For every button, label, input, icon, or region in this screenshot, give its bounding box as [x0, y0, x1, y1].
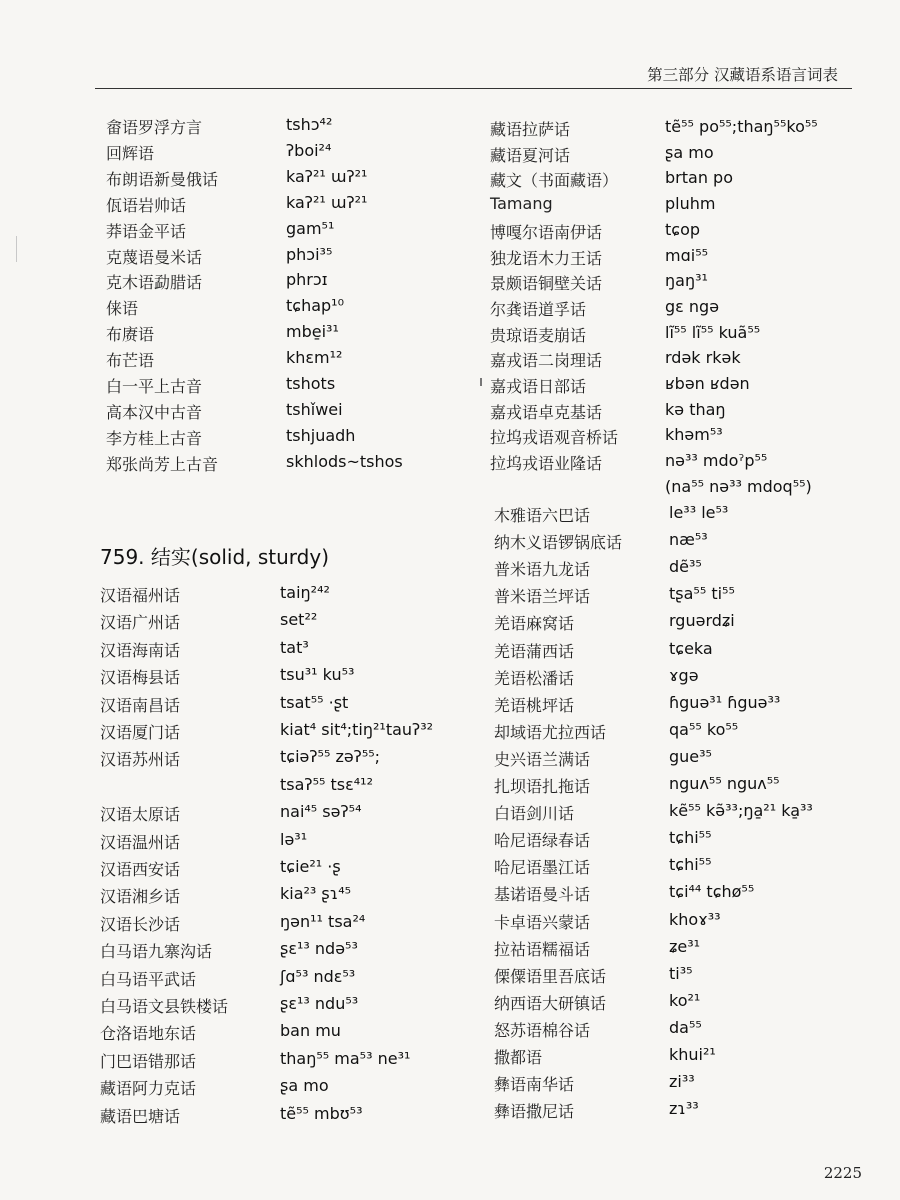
language-name: 却域语尤拉西话: [494, 722, 607, 742]
language-name: 佤语岩帅话: [106, 195, 187, 215]
language-name: 独龙语木力王话: [490, 248, 603, 268]
language-name: 汉语长沙话: [100, 914, 181, 934]
stray-mark: [480, 378, 482, 386]
word-form: ʂa mo: [280, 1076, 329, 1096]
word-form: gɛ ngə: [665, 296, 720, 316]
language-name: 白语剑川话: [494, 804, 575, 824]
language-name: 白马语平武话: [100, 969, 197, 989]
word-form: tɕhap¹⁰: [286, 296, 344, 316]
word-form: næ⁵³: [669, 530, 708, 550]
word-form: dẽ³⁵: [669, 557, 702, 577]
language-name: 藏语阿力克话: [100, 1079, 197, 1099]
language-name: 汉语南昌话: [100, 695, 181, 715]
word-form: da⁵⁵: [669, 1017, 702, 1037]
word-form: ɤgə: [669, 665, 699, 685]
language-name: 汉语温州话: [100, 832, 181, 852]
language-name: 回辉语: [106, 143, 155, 163]
language-name: 汉语西安话: [100, 860, 181, 879]
language-name: 普米语九龙话: [494, 560, 591, 580]
margin-mark: [16, 236, 17, 262]
language-name: 博嘎尔语南伊话: [490, 222, 603, 242]
language-name: 白马语九寨沟话: [100, 942, 213, 962]
language-name: 拉祜语糯福话: [494, 939, 591, 959]
language-name: 藏语拉萨话: [490, 120, 571, 139]
word-form: rdək rkək: [665, 348, 741, 368]
language-name: 拉坞戎语观音桥话: [490, 428, 619, 448]
language-name: 哈尼语墨江话: [494, 858, 591, 878]
language-name: 嘉戎语日部话: [490, 377, 587, 396]
word-form: tɕeka: [669, 638, 713, 658]
word-form: skhlods~tshos: [286, 451, 403, 471]
word-form: gue³⁵: [669, 746, 712, 766]
language-name: 哈尼语绿春话: [494, 831, 591, 851]
word-form: tẽ⁵⁵ mbʊ⁵³: [280, 1103, 363, 1123]
language-name: 郑张尚芳上古音: [106, 454, 219, 474]
word-form: qa⁵⁵ ko⁵⁵: [669, 719, 739, 739]
word-form: le³³ le⁵³: [669, 503, 729, 522]
language-name: 羌语蒲西话: [494, 641, 575, 661]
language-name: 藏语巴塘话: [100, 1106, 181, 1126]
word-form: tsat⁵⁵ ·ʂt: [280, 692, 349, 712]
language-name: 傈僳语里吾底话: [494, 966, 607, 986]
word-form: nai⁴⁵ səʔ⁵⁴: [280, 802, 362, 822]
language-name: 莽语金平话: [106, 221, 187, 241]
language-name: 仓洛语地东话: [100, 1024, 197, 1044]
language-name: 汉语广州话: [100, 613, 181, 633]
word-form: brtan po: [665, 168, 733, 188]
language-name: 撒都语: [494, 1048, 543, 1067]
word-form: kia²³ ʂɿ⁴⁵: [280, 884, 352, 904]
word-form: rguərdʑi: [669, 611, 735, 631]
word-form: tɕiəʔ⁵⁵ zəʔ⁵⁵;: [280, 747, 381, 767]
word-form: kaʔ²¹ ɯʔ²¹: [286, 192, 368, 212]
word-form: tɕhi⁵⁵: [669, 828, 712, 848]
word-form: khui²¹: [669, 1045, 716, 1064]
running-header-title: 第三部分 汉藏语系语言词表: [647, 66, 838, 84]
word-form: tshjuadh: [286, 425, 356, 445]
word-form: ko²¹: [669, 990, 701, 1010]
page-number: 2225: [823, 1164, 862, 1182]
language-name: 门巴语错那话: [100, 1051, 197, 1071]
word-form: khəm⁵³: [665, 425, 723, 445]
language-name: 畲语罗浮方言: [106, 118, 203, 137]
word-form: tẽ⁵⁵ po⁵⁵;thaŋ⁵⁵ko⁵⁵: [665, 117, 818, 136]
language-name: 羌语麻窝话: [494, 614, 575, 634]
word-form: ʂɛ¹³ ndu⁵³: [280, 994, 359, 1013]
word-form: set²²: [280, 610, 318, 630]
language-name: 羌语松潘话: [494, 668, 575, 688]
language-name: 汉语太原话: [100, 805, 181, 825]
word-form: kẽ⁵⁵ kə̃³³;ŋa̱²¹ ka̱³³: [669, 801, 813, 821]
word-form: ʃɑ⁵³ ndɛ⁵³: [280, 966, 356, 986]
language-name: 嘉戎语卓克基话: [490, 402, 603, 422]
word-form: gam⁵¹: [286, 218, 335, 238]
language-name: 藏文（书面藏语）: [490, 171, 619, 191]
language-name: 俫语: [106, 299, 139, 319]
word-form: ɦguə³¹ ɦguə³³: [669, 692, 781, 712]
language-name: 羌语桃坪话: [494, 695, 575, 715]
word-form: ʂɛ¹³ ndə⁵³: [280, 939, 358, 959]
word-form: zi³³: [669, 1072, 695, 1092]
word-form: ŋaŋ³¹: [665, 271, 708, 291]
language-name: 扎坝语扎拖话: [494, 777, 591, 796]
language-name: Tamang: [490, 194, 553, 214]
language-name: 汉语海南话: [100, 640, 181, 660]
language-name: 布朗语新曼俄话: [106, 169, 219, 189]
word-form: pluhm: [665, 194, 716, 214]
word-form: tʂa⁵⁵ ti⁵⁵: [669, 584, 735, 604]
language-name: 彝语南华话: [494, 1075, 575, 1095]
word-form: khoɤ³³: [669, 909, 721, 929]
word-form: kə thaŋ: [665, 399, 726, 419]
language-name: 彝语撒尼话: [494, 1102, 575, 1122]
header-rule: [95, 88, 852, 89]
language-name: 卡卓语兴蒙话: [494, 912, 591, 932]
word-form: zɿ³³: [669, 1099, 699, 1119]
word-form: lĩ⁵⁵ lĩ⁵⁵ kuã⁵⁵: [665, 322, 761, 342]
word-form: ti³⁵: [669, 963, 693, 983]
language-name: 景颇语铜壁关话: [490, 274, 603, 294]
word-form: tat³: [280, 637, 309, 657]
word-form: kaʔ²¹ ɯʔ²¹: [286, 166, 368, 186]
word-form: khɛm¹²: [286, 348, 343, 368]
language-name: 尔龚语道孚话: [490, 299, 587, 319]
language-name: 木雅语六巴话: [494, 506, 591, 525]
word-form: lə³¹: [280, 829, 308, 849]
word-form: (na⁵⁵ nə³³ mdoq⁵⁵): [665, 476, 812, 496]
word-form: tɕop: [665, 219, 701, 239]
word-form: tshots: [286, 374, 336, 393]
word-form: nguʌ⁵⁵ nguʌ⁵⁵: [669, 774, 780, 793]
word-form: ʂa mo: [665, 142, 714, 162]
word-form: tsaʔ⁵⁵ tsɛ⁴¹²: [280, 774, 373, 794]
word-form: phrɔɪ: [286, 270, 328, 290]
language-name: 汉语梅县话: [100, 668, 181, 688]
word-form: tshɔ⁴²: [286, 115, 333, 134]
word-form: ban mu: [280, 1021, 341, 1041]
word-form: taiŋ²⁴²: [280, 583, 330, 602]
word-form: tɕie²¹ ·ʂ: [280, 857, 341, 876]
language-name: 汉语福州话: [100, 586, 181, 605]
language-name: 怒苏语棉谷话: [494, 1020, 591, 1040]
word-form: kiat⁴ sit⁴;tiŋ²¹tauʔ³²: [280, 720, 434, 739]
language-name: 李方桂上古音: [106, 428, 203, 448]
language-name: 贵琼语麦崩话: [490, 325, 587, 345]
word-form: tɕhi⁵⁵: [669, 855, 712, 875]
word-form: phɔi³⁵: [286, 244, 333, 264]
word-form: nə³³ mdoˀp⁵⁵: [665, 451, 768, 471]
language-name: 汉语湘乡话: [100, 887, 181, 907]
language-name: 嘉戎语二岗理话: [490, 351, 603, 371]
word-form: tɕi⁴⁴ tɕhø⁵⁵: [669, 882, 755, 902]
language-name: 纳西语大研镇话: [494, 993, 607, 1013]
language-name: 普米语兰坪话: [494, 587, 591, 607]
word-form: thaŋ⁵⁵ ma⁵³ ne³¹: [280, 1048, 411, 1068]
language-name: 布芒语: [106, 351, 155, 371]
language-name: 纳木义语锣锅底话: [494, 533, 623, 553]
entry-heading: 759. 结实(solid, sturdy): [100, 545, 330, 569]
language-name: 克蔑语曼米话: [106, 247, 203, 267]
word-form: ʁbən ʁdən: [665, 374, 750, 393]
word-form: ʑe³¹: [669, 936, 701, 956]
word-form: mbe̱i³¹: [286, 322, 339, 342]
language-name: 克木语勐腊话: [106, 273, 203, 293]
word-form: tshǐwei: [286, 399, 343, 419]
language-name: 藏语夏河话: [490, 145, 571, 165]
language-name: 拉坞戎语业隆话: [490, 454, 603, 474]
language-name: 高本汉中古音: [106, 402, 203, 422]
word-form: ŋən¹¹ tsa²⁴: [280, 911, 366, 931]
word-form: ʔboi²⁴: [286, 140, 332, 160]
language-name: 史兴语兰满话: [494, 749, 591, 769]
language-name: 白一平上古音: [106, 377, 203, 396]
language-name: 汉语厦门话: [100, 723, 181, 742]
language-name: 布赓语: [106, 325, 155, 345]
language-name: 汉语苏州话: [100, 750, 181, 770]
word-form: mɑi⁵⁵: [665, 245, 709, 265]
word-form: tsu³¹ ku⁵³: [280, 665, 355, 685]
language-name: 白马语文县铁楼话: [100, 997, 229, 1016]
language-name: 基诺语曼斗话: [494, 885, 591, 905]
